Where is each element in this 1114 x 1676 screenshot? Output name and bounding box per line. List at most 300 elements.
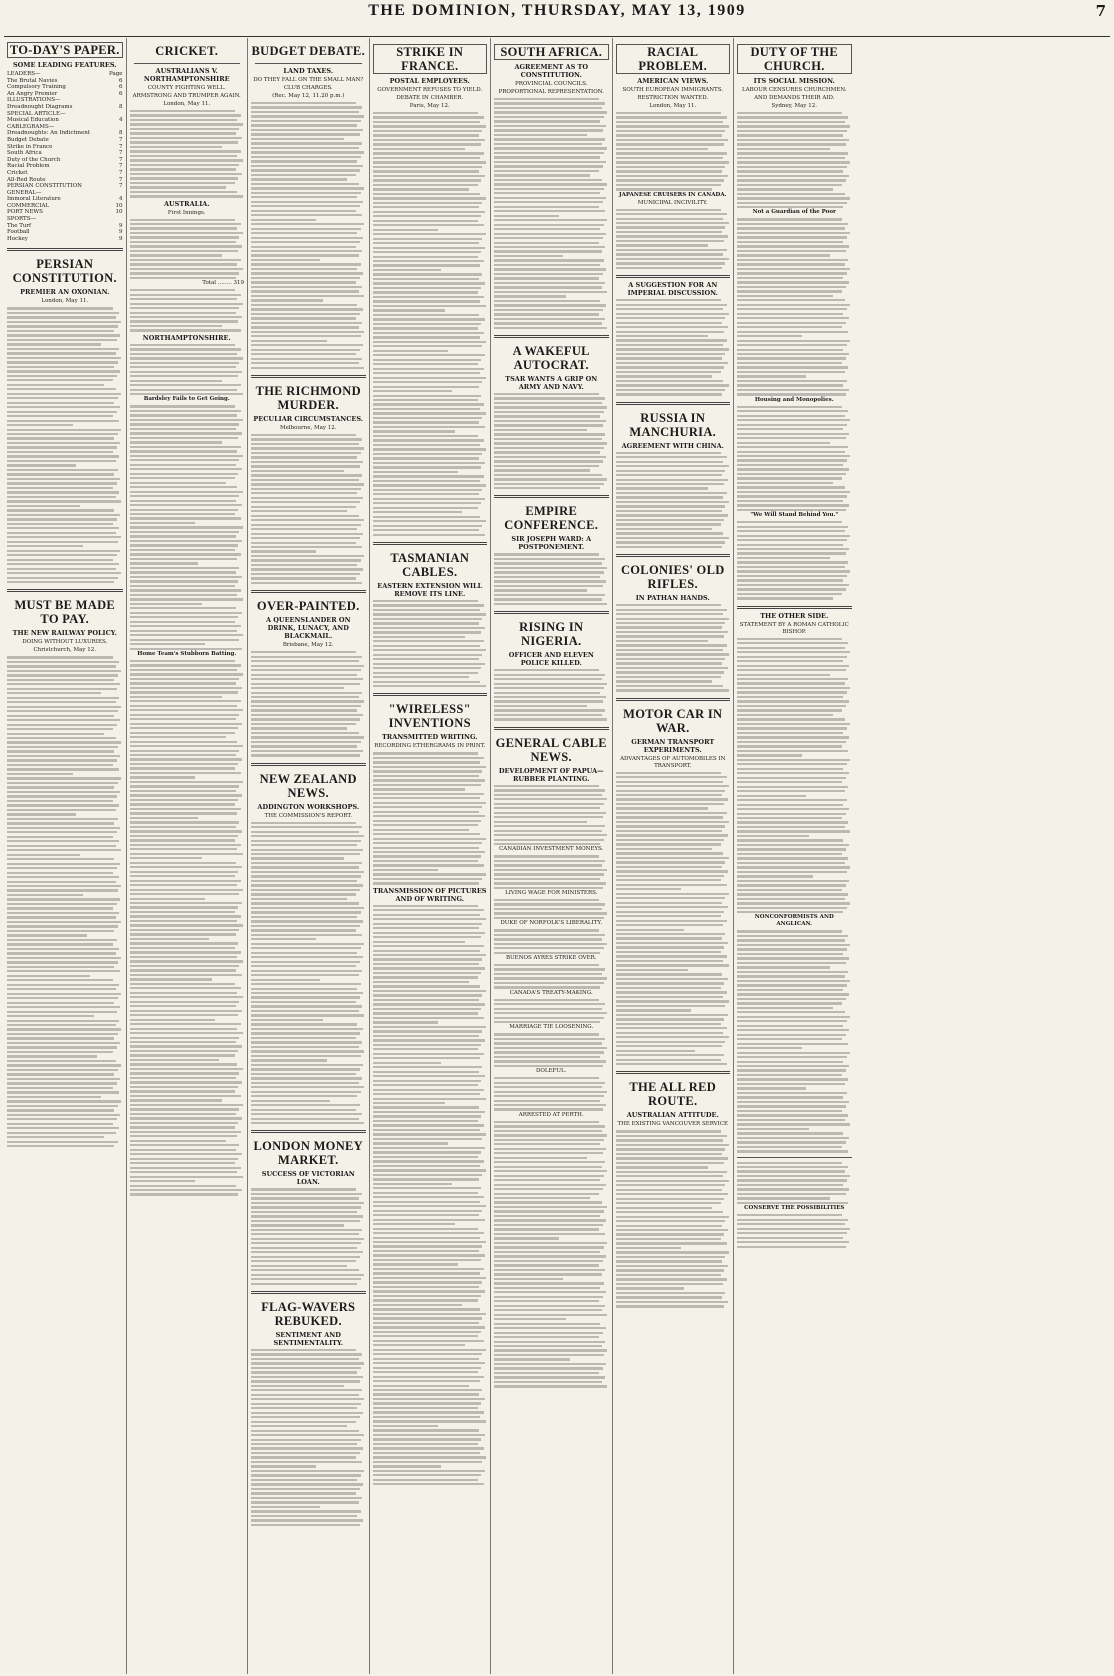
text-line bbox=[130, 437, 239, 439]
text-line bbox=[251, 1224, 344, 1226]
text-line bbox=[616, 344, 724, 346]
text-line bbox=[7, 375, 117, 377]
text-line bbox=[7, 836, 113, 838]
text-line bbox=[737, 455, 850, 457]
text-line bbox=[373, 1120, 478, 1122]
text-line bbox=[616, 465, 729, 467]
divider bbox=[251, 1130, 366, 1133]
text-line bbox=[373, 1093, 481, 1095]
text-line bbox=[737, 290, 842, 292]
text-line bbox=[7, 872, 113, 874]
subheading: CLUB CHARGES. bbox=[283, 85, 333, 91]
text-line bbox=[494, 982, 604, 984]
text-line bbox=[251, 1465, 316, 1467]
text-line bbox=[251, 1389, 362, 1391]
contents-entry bbox=[7, 97, 123, 104]
text-line bbox=[7, 482, 117, 484]
text-line bbox=[494, 134, 587, 136]
text-line bbox=[373, 1393, 479, 1395]
text-line bbox=[7, 777, 121, 779]
text-line bbox=[616, 357, 722, 359]
text-line bbox=[373, 770, 483, 772]
text-line bbox=[737, 588, 846, 590]
text-line bbox=[373, 990, 486, 992]
text-line bbox=[251, 214, 362, 216]
text-line bbox=[7, 352, 116, 354]
text-line bbox=[7, 559, 113, 561]
text-line bbox=[130, 808, 241, 810]
text-line bbox=[494, 683, 607, 685]
text-line bbox=[130, 630, 238, 632]
article-heading: "WIRELESS" INVENTIONS bbox=[388, 702, 471, 731]
text-line bbox=[616, 1148, 726, 1150]
text-line bbox=[251, 660, 359, 662]
text-line bbox=[737, 705, 846, 707]
text-line bbox=[7, 1024, 116, 1026]
text-line bbox=[737, 552, 846, 554]
article-text bbox=[616, 1130, 731, 1307]
text-line bbox=[616, 209, 721, 211]
text-line bbox=[130, 1131, 241, 1133]
text-line bbox=[130, 1005, 236, 1007]
contents-entry-page: 4 bbox=[119, 117, 123, 124]
text-line bbox=[616, 915, 721, 917]
text-line bbox=[737, 790, 845, 792]
article-heading: NEW ZEALAND NEWS. bbox=[259, 771, 357, 800]
article-text bbox=[494, 855, 609, 889]
text-line bbox=[737, 1096, 843, 1098]
text-line bbox=[130, 969, 236, 971]
text-line bbox=[373, 287, 482, 289]
contents-entry bbox=[7, 117, 123, 124]
text-line bbox=[7, 388, 116, 390]
text-line bbox=[373, 1219, 485, 1221]
text-line bbox=[373, 654, 483, 656]
text-line bbox=[494, 415, 600, 417]
text-line bbox=[494, 1354, 604, 1356]
text-line bbox=[494, 120, 600, 122]
text-line bbox=[737, 184, 842, 186]
text-line bbox=[7, 863, 120, 865]
text-line bbox=[737, 357, 846, 359]
text-line bbox=[494, 143, 602, 145]
text-line bbox=[373, 864, 484, 866]
text-line bbox=[130, 920, 238, 922]
text-line bbox=[373, 1443, 478, 1445]
text-line bbox=[737, 495, 847, 497]
article-heading: PERSIAN CONSTITUTION. bbox=[12, 257, 117, 286]
text-line bbox=[616, 834, 728, 836]
text-line bbox=[494, 460, 603, 462]
text-line bbox=[251, 1274, 364, 1276]
text-line bbox=[130, 371, 242, 373]
text-line bbox=[251, 259, 320, 261]
text-line bbox=[130, 1193, 239, 1195]
newspaper-columns bbox=[4, 38, 1110, 1674]
text-line bbox=[251, 1211, 357, 1213]
text-line bbox=[373, 291, 478, 293]
text-line bbox=[7, 1100, 121, 1102]
text-line bbox=[251, 201, 363, 203]
text-line bbox=[251, 228, 361, 230]
text-line bbox=[616, 175, 728, 177]
text-line bbox=[737, 561, 848, 563]
text-line bbox=[130, 1028, 238, 1030]
text-line bbox=[7, 361, 118, 363]
subheading: SIR JOSEPH WARD: A POSTPONEMENT. bbox=[511, 535, 592, 552]
text-line bbox=[737, 236, 847, 238]
text-line bbox=[494, 206, 599, 208]
contents-entry-title: Budget Debate bbox=[7, 136, 49, 143]
text-line bbox=[373, 1214, 479, 1216]
text-line bbox=[494, 1104, 606, 1106]
text-line bbox=[616, 461, 724, 463]
text-line bbox=[7, 433, 118, 435]
article-heading: RUSSIA IN MANCHURIA. bbox=[629, 410, 717, 439]
column-heading: TO-DAY'S PAPER. bbox=[7, 42, 123, 58]
text-line bbox=[737, 1011, 845, 1013]
text-line bbox=[737, 880, 849, 882]
text-line bbox=[373, 927, 479, 929]
text-line bbox=[7, 509, 114, 511]
text-line bbox=[130, 983, 235, 985]
text-line bbox=[130, 1167, 241, 1169]
text-line bbox=[7, 993, 121, 995]
text-line bbox=[616, 456, 727, 458]
text-line bbox=[130, 598, 243, 600]
text-line bbox=[7, 885, 121, 887]
text-line bbox=[251, 528, 357, 530]
text-line bbox=[616, 667, 728, 669]
text-line bbox=[130, 803, 235, 805]
text-line bbox=[494, 1336, 599, 1338]
text-line bbox=[616, 1036, 729, 1038]
text-line bbox=[616, 879, 721, 881]
text-line bbox=[373, 1295, 482, 1297]
article-heading: FLAG-WAVERS REBUKED. bbox=[261, 1299, 356, 1328]
text-line bbox=[737, 125, 850, 127]
text-line bbox=[373, 444, 481, 446]
text-line bbox=[373, 622, 479, 624]
text-line bbox=[616, 843, 721, 845]
text-line bbox=[737, 245, 849, 247]
text-line bbox=[737, 384, 843, 386]
text-line bbox=[130, 473, 239, 475]
text-line bbox=[494, 562, 602, 564]
column-heading: STRIKE IN FRANCE. bbox=[373, 44, 488, 74]
text-line bbox=[494, 268, 606, 270]
article-heading: MUST BE MADE TO PAY. bbox=[14, 598, 116, 627]
text-line bbox=[251, 1470, 364, 1472]
text-line bbox=[130, 150, 241, 152]
article-text bbox=[251, 102, 366, 369]
text-line bbox=[251, 542, 356, 544]
article-text bbox=[494, 929, 609, 954]
text-line bbox=[616, 157, 724, 159]
subheading: JAPANESE CRUISERS IN CANADA. bbox=[618, 191, 727, 198]
text-line bbox=[737, 709, 842, 711]
text-line bbox=[373, 350, 449, 352]
text-line bbox=[251, 1055, 361, 1057]
text-line bbox=[737, 442, 830, 444]
text-line bbox=[251, 929, 356, 931]
text-line bbox=[251, 1104, 360, 1106]
text-line bbox=[7, 1087, 113, 1089]
text-line bbox=[737, 584, 849, 586]
text-line bbox=[7, 491, 119, 493]
text-line bbox=[494, 571, 604, 573]
subheading: PROPORTIONAL REPRESENTATION. bbox=[498, 89, 604, 95]
text-line bbox=[130, 419, 243, 421]
text-line bbox=[737, 121, 845, 123]
text-line bbox=[373, 1160, 484, 1162]
text-line bbox=[251, 1059, 327, 1061]
text-line bbox=[494, 709, 605, 711]
text-line bbox=[373, 914, 481, 916]
text-line bbox=[737, 539, 847, 541]
text-line bbox=[494, 1143, 600, 1145]
text-line bbox=[737, 1241, 849, 1243]
text-line bbox=[616, 1005, 726, 1007]
text-line bbox=[373, 1470, 485, 1472]
text-line bbox=[130, 455, 243, 457]
subheading: Not a Guardian of the Poor bbox=[752, 209, 836, 216]
text-line bbox=[737, 1114, 848, 1116]
text-line bbox=[616, 1014, 728, 1016]
text-line bbox=[251, 1220, 360, 1222]
text-line bbox=[251, 1474, 361, 1476]
text-line bbox=[130, 177, 239, 179]
text-line bbox=[130, 1158, 239, 1160]
text-line bbox=[251, 1479, 357, 1481]
text-line bbox=[130, 862, 236, 864]
text-line bbox=[737, 1223, 845, 1225]
text-line bbox=[737, 1016, 850, 1018]
text-line bbox=[737, 660, 843, 662]
text-line bbox=[737, 669, 846, 671]
text-line bbox=[130, 320, 239, 322]
text-line bbox=[130, 250, 239, 252]
text-line bbox=[373, 878, 483, 880]
text-line bbox=[251, 1439, 361, 1441]
text-line bbox=[251, 573, 360, 575]
text-line bbox=[251, 835, 364, 837]
text-line bbox=[251, 456, 357, 458]
text-line bbox=[130, 414, 238, 416]
text-line bbox=[251, 210, 356, 212]
text-line bbox=[737, 362, 842, 364]
text-line bbox=[373, 645, 481, 647]
text-line bbox=[130, 933, 236, 935]
text-line bbox=[616, 1233, 725, 1235]
text-line bbox=[251, 169, 360, 171]
article-heading: OVER-PAINTED. bbox=[256, 599, 360, 614]
text-line bbox=[373, 1102, 445, 1104]
text-line bbox=[494, 156, 600, 158]
text-line bbox=[130, 603, 202, 605]
dateline: Brisbane, May 12. bbox=[282, 642, 334, 649]
text-line bbox=[7, 1118, 117, 1120]
text-line bbox=[251, 555, 364, 557]
text-line bbox=[494, 1224, 603, 1226]
text-line bbox=[130, 902, 242, 904]
text-line bbox=[373, 529, 479, 531]
text-line bbox=[251, 947, 361, 949]
text-line bbox=[737, 1123, 850, 1125]
text-line bbox=[130, 687, 242, 689]
text-line bbox=[251, 700, 364, 702]
text-line bbox=[616, 884, 727, 886]
text-line bbox=[616, 1193, 728, 1195]
article-text bbox=[494, 669, 609, 721]
text-line bbox=[737, 482, 833, 484]
text-line bbox=[251, 277, 360, 279]
text-line bbox=[494, 1260, 603, 1262]
text-line bbox=[373, 1223, 455, 1225]
text-line bbox=[494, 1047, 607, 1049]
text-line bbox=[616, 380, 724, 382]
text-line bbox=[373, 296, 484, 298]
text-line bbox=[737, 857, 848, 859]
text-line bbox=[251, 142, 362, 144]
text-line bbox=[494, 1201, 602, 1203]
text-line bbox=[130, 857, 202, 859]
text-line bbox=[373, 1371, 478, 1373]
text-line bbox=[616, 982, 725, 984]
text-line bbox=[737, 419, 850, 421]
text-line bbox=[737, 1246, 846, 1248]
text-line bbox=[494, 424, 603, 426]
masthead-rule bbox=[4, 36, 1110, 37]
text-line bbox=[616, 951, 721, 953]
text-line bbox=[7, 966, 114, 968]
text-line bbox=[373, 631, 482, 633]
text-line bbox=[373, 498, 485, 500]
text-line bbox=[251, 1492, 356, 1494]
text-line bbox=[373, 909, 484, 911]
text-line bbox=[7, 1037, 114, 1039]
text-line bbox=[130, 186, 226, 188]
text-line bbox=[737, 853, 842, 855]
text-line bbox=[737, 175, 849, 177]
text-line bbox=[251, 129, 363, 131]
text-line bbox=[373, 775, 479, 777]
text-line bbox=[130, 141, 239, 143]
text-line bbox=[616, 125, 729, 127]
text-line bbox=[7, 988, 116, 990]
text-line bbox=[130, 526, 243, 528]
text-line bbox=[373, 453, 483, 455]
subheading: ADDINGTON WORKSHOPS. bbox=[257, 802, 360, 811]
text-line bbox=[373, 336, 481, 338]
contents-entry bbox=[7, 84, 123, 91]
text-line bbox=[130, 482, 226, 484]
text-line bbox=[373, 408, 481, 410]
text-line bbox=[616, 299, 721, 301]
text-line bbox=[494, 210, 605, 212]
text-line bbox=[130, 625, 241, 627]
text-line bbox=[130, 866, 242, 868]
text-line bbox=[7, 469, 118, 471]
text-line bbox=[373, 1474, 482, 1476]
text-line bbox=[737, 322, 846, 324]
text-line bbox=[616, 479, 728, 481]
text-line bbox=[251, 1265, 347, 1267]
text-line bbox=[251, 656, 362, 658]
text-line bbox=[616, 222, 729, 224]
text-line bbox=[494, 1077, 599, 1079]
text-line bbox=[494, 170, 599, 172]
text-line bbox=[494, 855, 599, 857]
text-line bbox=[251, 1412, 363, 1414]
text-line bbox=[737, 277, 843, 279]
text-line bbox=[494, 908, 602, 910]
text-line bbox=[251, 979, 320, 981]
text-line bbox=[737, 678, 848, 680]
text-line bbox=[616, 1260, 722, 1262]
text-line bbox=[616, 653, 729, 655]
text-line bbox=[130, 974, 242, 976]
contents-entry-title: PERSIAN CONSTITUTION bbox=[7, 183, 82, 190]
text-line bbox=[373, 462, 485, 464]
text-line bbox=[251, 925, 360, 927]
text-line bbox=[251, 1443, 357, 1445]
text-line bbox=[737, 638, 842, 640]
subheading: SOUTH EUROPEAN IMMIGRANTS. bbox=[622, 87, 724, 93]
text-line bbox=[737, 295, 833, 297]
text-line bbox=[737, 1228, 850, 1230]
text-line bbox=[737, 521, 842, 523]
subheading: TSAR WANTS A GRIP ON ARMY AND NAVY. bbox=[505, 375, 598, 391]
contents-entry bbox=[7, 183, 123, 190]
text-line bbox=[616, 839, 725, 841]
text-line bbox=[616, 816, 724, 818]
text-line bbox=[737, 570, 850, 572]
text-line bbox=[494, 696, 606, 698]
text-line bbox=[251, 871, 364, 873]
text-line bbox=[130, 500, 236, 502]
text-line bbox=[130, 517, 241, 519]
text-line bbox=[373, 766, 486, 768]
score-table bbox=[130, 344, 245, 396]
text-line bbox=[616, 1274, 721, 1276]
text-line bbox=[737, 691, 847, 693]
article-heading: TASMANIAN CABLES. bbox=[390, 550, 470, 579]
text-line bbox=[616, 906, 728, 908]
text-line bbox=[737, 674, 830, 676]
text-line bbox=[373, 430, 455, 432]
text-line bbox=[494, 259, 604, 261]
text-line bbox=[7, 325, 118, 327]
text-line bbox=[251, 974, 359, 976]
text-line bbox=[7, 505, 80, 507]
text-line bbox=[7, 420, 119, 422]
text-line bbox=[616, 1184, 726, 1186]
text-line bbox=[251, 687, 344, 689]
text-line bbox=[494, 830, 602, 832]
text-line bbox=[494, 219, 607, 221]
text-line bbox=[251, 965, 356, 967]
text-line bbox=[737, 530, 845, 532]
text-line bbox=[373, 1178, 479, 1180]
text-line bbox=[251, 443, 359, 445]
text-line bbox=[494, 1188, 603, 1190]
text-line bbox=[494, 1060, 606, 1062]
text-line bbox=[494, 420, 606, 422]
text-line bbox=[494, 873, 604, 875]
text-line bbox=[737, 1119, 845, 1121]
text-line bbox=[130, 884, 238, 886]
